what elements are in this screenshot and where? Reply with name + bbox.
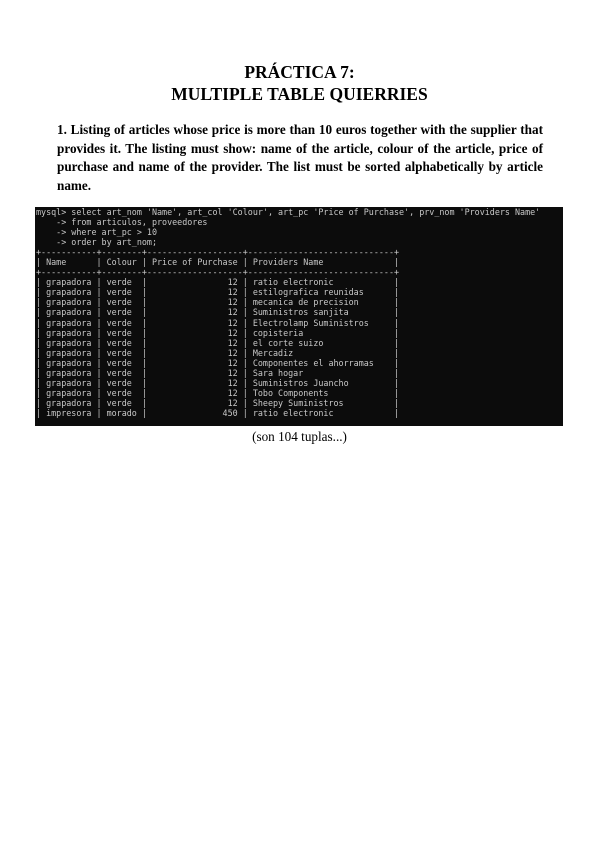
- table-row: | grapadora | verde | 12 | Suministros sanjita |: [36, 307, 400, 318]
- table-row: | grapadora | verde | 12 | ratio electronic |: [36, 277, 400, 288]
- table-header: | Name | Colour | Price of Purchase | Providers Name |: [36, 257, 400, 268]
- title-line-1: PRÁCTICA 7:: [244, 62, 355, 82]
- query-line: -> from articulos, proveedores: [36, 217, 208, 228]
- table-row: | grapadora | verde | 12 | Sheepy Suministros |: [36, 397, 400, 408]
- table-body: [35, 277, 563, 418]
- table-row: | grapadora | verde | 12 | estilografica reunidas |: [36, 287, 400, 298]
- exercise-paragraph: 1. Listing of articles whose price is more than 10 euros together with the supplier that provides it. The listing must show: name of the article, colour of the article, price of purchase and name of the provider. The list must be sorted alphabetically by article name.: [57, 122, 543, 193]
- table-row: | grapadora | verde | 12 | Componentes el ahorramas |: [36, 357, 400, 368]
- table-row: | grapadora | verde | 12 | Suministros Juancho |: [36, 377, 400, 388]
- table-row: | grapadora | verde | 12 | Electrolamp Suministros |: [36, 317, 400, 328]
- table-row: | grapadora | verde | 12 | Mercadiz |: [36, 347, 400, 358]
- table-border: +-----------+--------+-------------------+-----------------------------+: [36, 247, 400, 258]
- table-border: +-----------+--------+-------------------+-----------------------------+: [36, 267, 400, 278]
- caption: (son 104 tuplas...): [252, 429, 347, 444]
- terminal-screenshot: [35, 207, 563, 426]
- title-line-2: MULTIPLE TABLE QUIERRIES: [171, 84, 428, 104]
- table-row: | grapadora | verde | 12 | Tobo Components |: [36, 387, 400, 398]
- table-row: | grapadora | verde | 12 | Sara hogar |: [36, 367, 400, 378]
- query-line: -> where art_pc > 10: [36, 227, 158, 238]
- table-row: | grapadora | verde | 12 | el corte suizo |: [36, 337, 400, 348]
- query-line: -> order by art_nom;: [36, 237, 158, 248]
- table-row: | grapadora | verde | 12 | mecanica de precision |: [36, 297, 400, 308]
- table-row: | grapadora | verde | 12 | copisteria |: [36, 327, 400, 338]
- query-line: mysql> select art_nom 'Name', art_col 'Colour', art_pc 'Price of Purchase', prv_nom 'Providers Name': [36, 207, 541, 217]
- table-row: | impresora | morado | 450 | ratio electronic |: [36, 407, 400, 418]
